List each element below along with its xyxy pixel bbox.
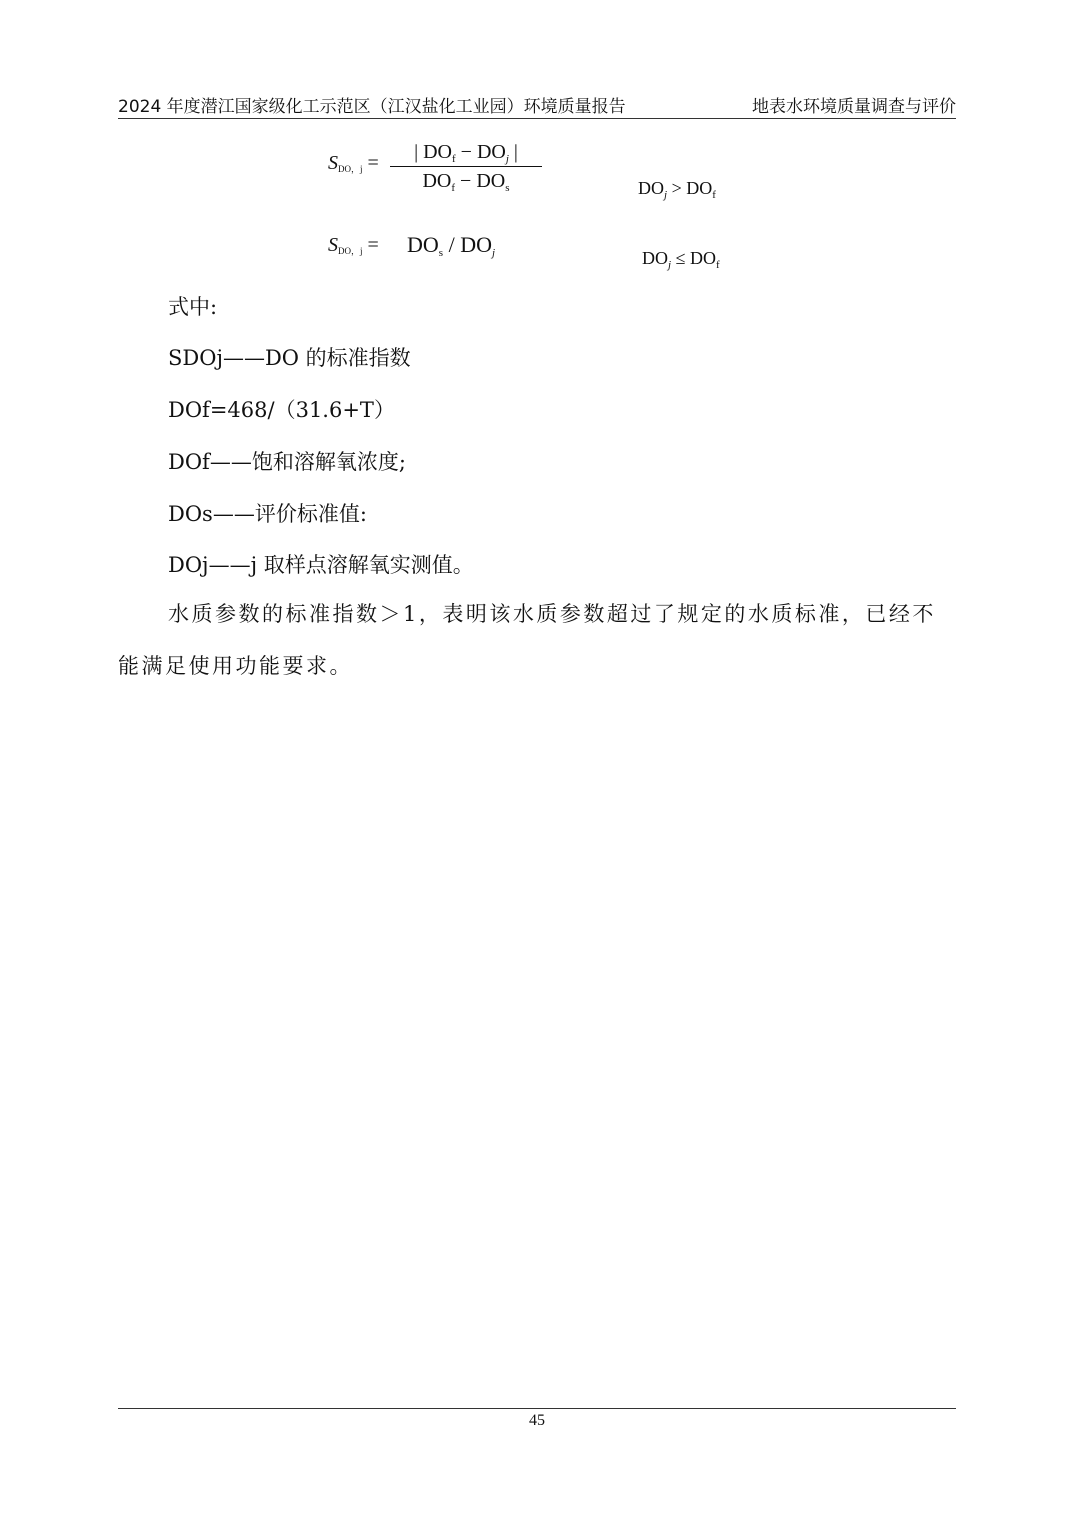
formula-1-denominator [390, 167, 542, 195]
def-dos: DOs——评价标准值: [168, 502, 367, 526]
cond-a-sub: j [664, 189, 668, 201]
rhs-b-sub: j [491, 247, 496, 259]
formula-1-fraction [390, 138, 542, 195]
conclusion-paragraph: 水质参数的标准指数＞1，表明该水质参数超过了规定的水质标准，已经不能满足使用功能要求。 [118, 602, 936, 678]
def-dof-formula: DOf=468/（31.6+T） [168, 398, 395, 422]
den-a: DO [422, 170, 452, 192]
cond2-b-sub: f [715, 259, 720, 271]
rhs-a-sub: s [438, 247, 444, 259]
formula-2-rhs [407, 232, 495, 259]
formula-1-eq: = [367, 152, 379, 174]
formula-1-lhs [328, 152, 379, 175]
rhs-a: DO [407, 232, 439, 257]
cond2-b: DO [689, 248, 716, 268]
formula-1-s: S [328, 152, 338, 174]
def-doj: DOj——j 取样点溶解氧实测值。 [168, 553, 474, 577]
abs-close: | [513, 141, 518, 163]
den-a-sub: f [451, 182, 456, 194]
def-dof: DOf——饱和溶解氧浓度; [168, 450, 406, 474]
formula-2-condition [642, 248, 720, 271]
page-header [118, 92, 956, 118]
footer-rule [118, 1408, 956, 1409]
num-minus: − [460, 141, 472, 163]
cond-b-sub: f [712, 189, 716, 201]
where-label: 式中: [168, 295, 218, 319]
cond2-a-sub: j [668, 259, 672, 271]
cond-op: > [671, 178, 682, 198]
num-a-sub: f [451, 153, 456, 165]
formula-1-s-sub: DO，j [338, 164, 363, 174]
den-minus: − [460, 170, 472, 192]
num-a: DO [423, 141, 452, 163]
den-b-sub: s [505, 182, 510, 194]
cond-b: DO [686, 178, 713, 198]
header-rule [118, 118, 956, 119]
den-b: DO [476, 170, 506, 192]
formula-2-s-sub: DO，j [338, 246, 363, 256]
formula-2-s: S [328, 234, 338, 256]
formula-2-lhs [328, 234, 379, 257]
num-b: DO [476, 141, 506, 163]
num-b-sub: j [505, 153, 509, 165]
rhs-slash: / [448, 232, 455, 257]
rhs-b: DO [460, 232, 492, 257]
formula-2-eq: = [367, 234, 379, 256]
def-sdoj: SDOj——DO 的标准指数 [168, 346, 411, 370]
cond-a: DO [638, 178, 664, 198]
page-number: 45 [529, 1412, 545, 1429]
cond2-a: DO [642, 248, 668, 268]
cond2-op: ≤ [675, 248, 686, 268]
header-section: 地表水环境质量调查与评价 [752, 97, 956, 117]
abs-open: | [414, 141, 419, 163]
formula-1-condition [638, 178, 716, 201]
formula-1-numerator [390, 138, 542, 166]
header-title: 2024 年度潜江国家级化工示范区（江汉盐化工业园）环境质量报告 [118, 97, 626, 117]
